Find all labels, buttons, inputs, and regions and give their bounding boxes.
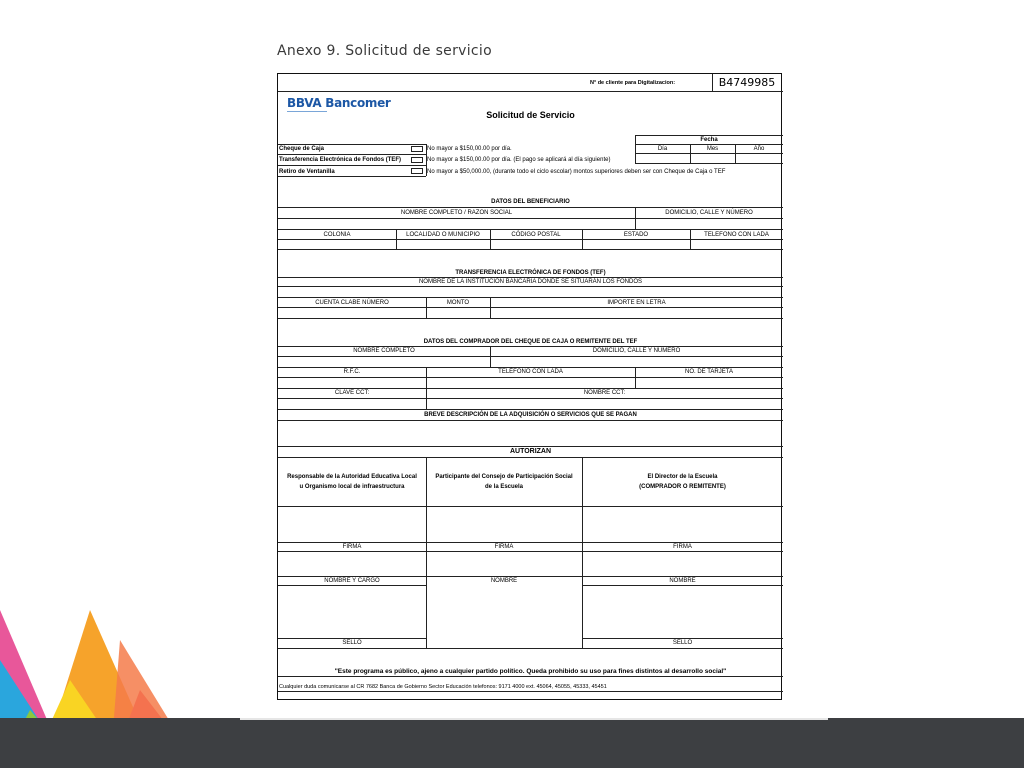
option-cheque-note: No mayor a $150,00.00 por día. <box>427 146 512 152</box>
card-number-label: NO. DE TARJETA <box>684 369 733 375</box>
tef-institution-label: NOMBRE DE LA INSTITUCIÓN BANCARIA DONDE SE SITUARÁN LOS FONDOS <box>418 279 643 285</box>
colonia-label: COLONIA <box>323 232 351 238</box>
auth-col1-line2: u Organismo local de infraestructura <box>299 484 405 490</box>
contact-info: Cualquier duda comunicarse al CR 7682 Banca de Gobierno Sector Educación telefonos: 9171 4000 ext. 45064, 45055, 45333, 45451 <box>279 684 607 690</box>
cct-key-label: CLAVE CCT: <box>334 390 370 396</box>
bbva-bancomer-logo: BBVA Bancomer <box>287 96 391 110</box>
buyer-name-label: NOMBRE COMPLETO <box>353 348 415 354</box>
postal-code-label: CÓDIGO POSTAL <box>511 232 561 238</box>
service-request-form <box>277 73 782 700</box>
firma-col1: FIRMA <box>342 544 362 550</box>
form-title: Solicitud de Servicio <box>486 110 575 120</box>
amount-label: MONTO <box>446 300 470 306</box>
amount-words-label: IMPORTE EN LETRA <box>607 300 666 306</box>
rfc-label: R.F.C. <box>343 369 361 375</box>
name-col3: NOMBRE <box>669 578 696 584</box>
checkbox-ventanilla[interactable] <box>411 168 423 174</box>
option-ventanilla-label: Retiro de Ventanilla <box>279 169 335 175</box>
option-ventanilla-note: No mayor a $50,000.00, (durante todo el ciclo escolar) montos superiores deben ser con Cheque de Caja o TEF <box>427 169 726 175</box>
option-cheque-label: Cheque de Caja <box>279 146 325 152</box>
auth-col2-line1: Participante del Consejo de Participación Social <box>435 474 573 480</box>
date-header: Fecha <box>700 137 718 143</box>
client-number: B4749985 <box>718 76 776 89</box>
description-label: BREVE DESCRIPCIÓN DE LA ADQUISICIÓN O SERVICIOS QUE SE PAGAN <box>424 412 637 418</box>
beneficiary-phone-label: TELEFONO CON LADA <box>704 232 769 238</box>
date-month: Mes <box>706 146 719 152</box>
buyer-phone-label: TELÉFONO CON LADA <box>498 369 563 375</box>
footer-band-highlight <box>240 718 828 720</box>
estado-label: ESTADO <box>623 232 649 238</box>
cct-name-label: NOMBRE CCT: <box>583 390 626 396</box>
auth-col2-line2: de la Escuela <box>484 484 524 490</box>
auth-col3-line1: El Director de la Escuela <box>647 474 718 480</box>
option-tef-label: Transferencia Electrónica de Fondos (TEF) <box>279 157 402 163</box>
option-tef-note: No mayor a $150,00.00 por día. (El pago se aplicará al día siguiente) <box>427 157 611 163</box>
name-col2: NOMBRE <box>490 578 518 584</box>
auth-col1-line1: Responsable de la Autoridad Educativa Local <box>287 474 417 480</box>
buyer-address-label: DOMICILIO, CALLE Y NÚMERO <box>592 348 681 354</box>
buyer-title: DATOS DEL COMPRADOR DEL CHEQUE DE CAJA O REMITENTE DEL TEF <box>423 339 638 345</box>
beneficiary-address-label: DOMICILIO, CALLE Y NÚMERO <box>665 210 753 216</box>
digitization-label: N° de cliente para Digitalizacion: <box>590 80 676 86</box>
municipio-label: LOCALIDAD O MUNICIPIO <box>406 232 480 238</box>
disclaimer: "Este programa es público, ajeno a cualquier partido político. Queda prohibido su uso para fines distintos al desarrollo social" <box>334 668 727 675</box>
checkbox-cheque[interactable] <box>411 146 423 152</box>
seal-col3: SELLO <box>672 640 693 646</box>
date-day: Día <box>657 146 668 152</box>
firma-col2: FIRMA <box>494 544 514 550</box>
beneficiary-name-label: NOMBRE COMPLETO / RAZON SOCIAL <box>400 210 513 216</box>
date-year: Año <box>753 146 765 152</box>
slide-title: Anexo 9. Solicitud de servicio <box>277 43 492 59</box>
clabe-label: CUENTA CLABE NÚMERO <box>315 300 389 306</box>
checkbox-tef[interactable] <box>411 157 423 163</box>
seal-col1: SELLO <box>342 640 362 646</box>
authorize-title: AUTORIZAN <box>509 448 552 455</box>
tef-title: TRANSFERENCIA ELECTRÓNICA DE FONDOS (TEF) <box>455 270 606 276</box>
auth-col3-line2: (COMPRADOR O REMITENTE) <box>639 484 726 490</box>
name-role-col1: NOMBRE Y CARGO <box>324 578 380 584</box>
firma-col3: FIRMA <box>673 544 692 550</box>
footer-band <box>0 718 1024 768</box>
beneficiary-title: DATOS DEL BENEFICIARIO <box>491 199 570 205</box>
